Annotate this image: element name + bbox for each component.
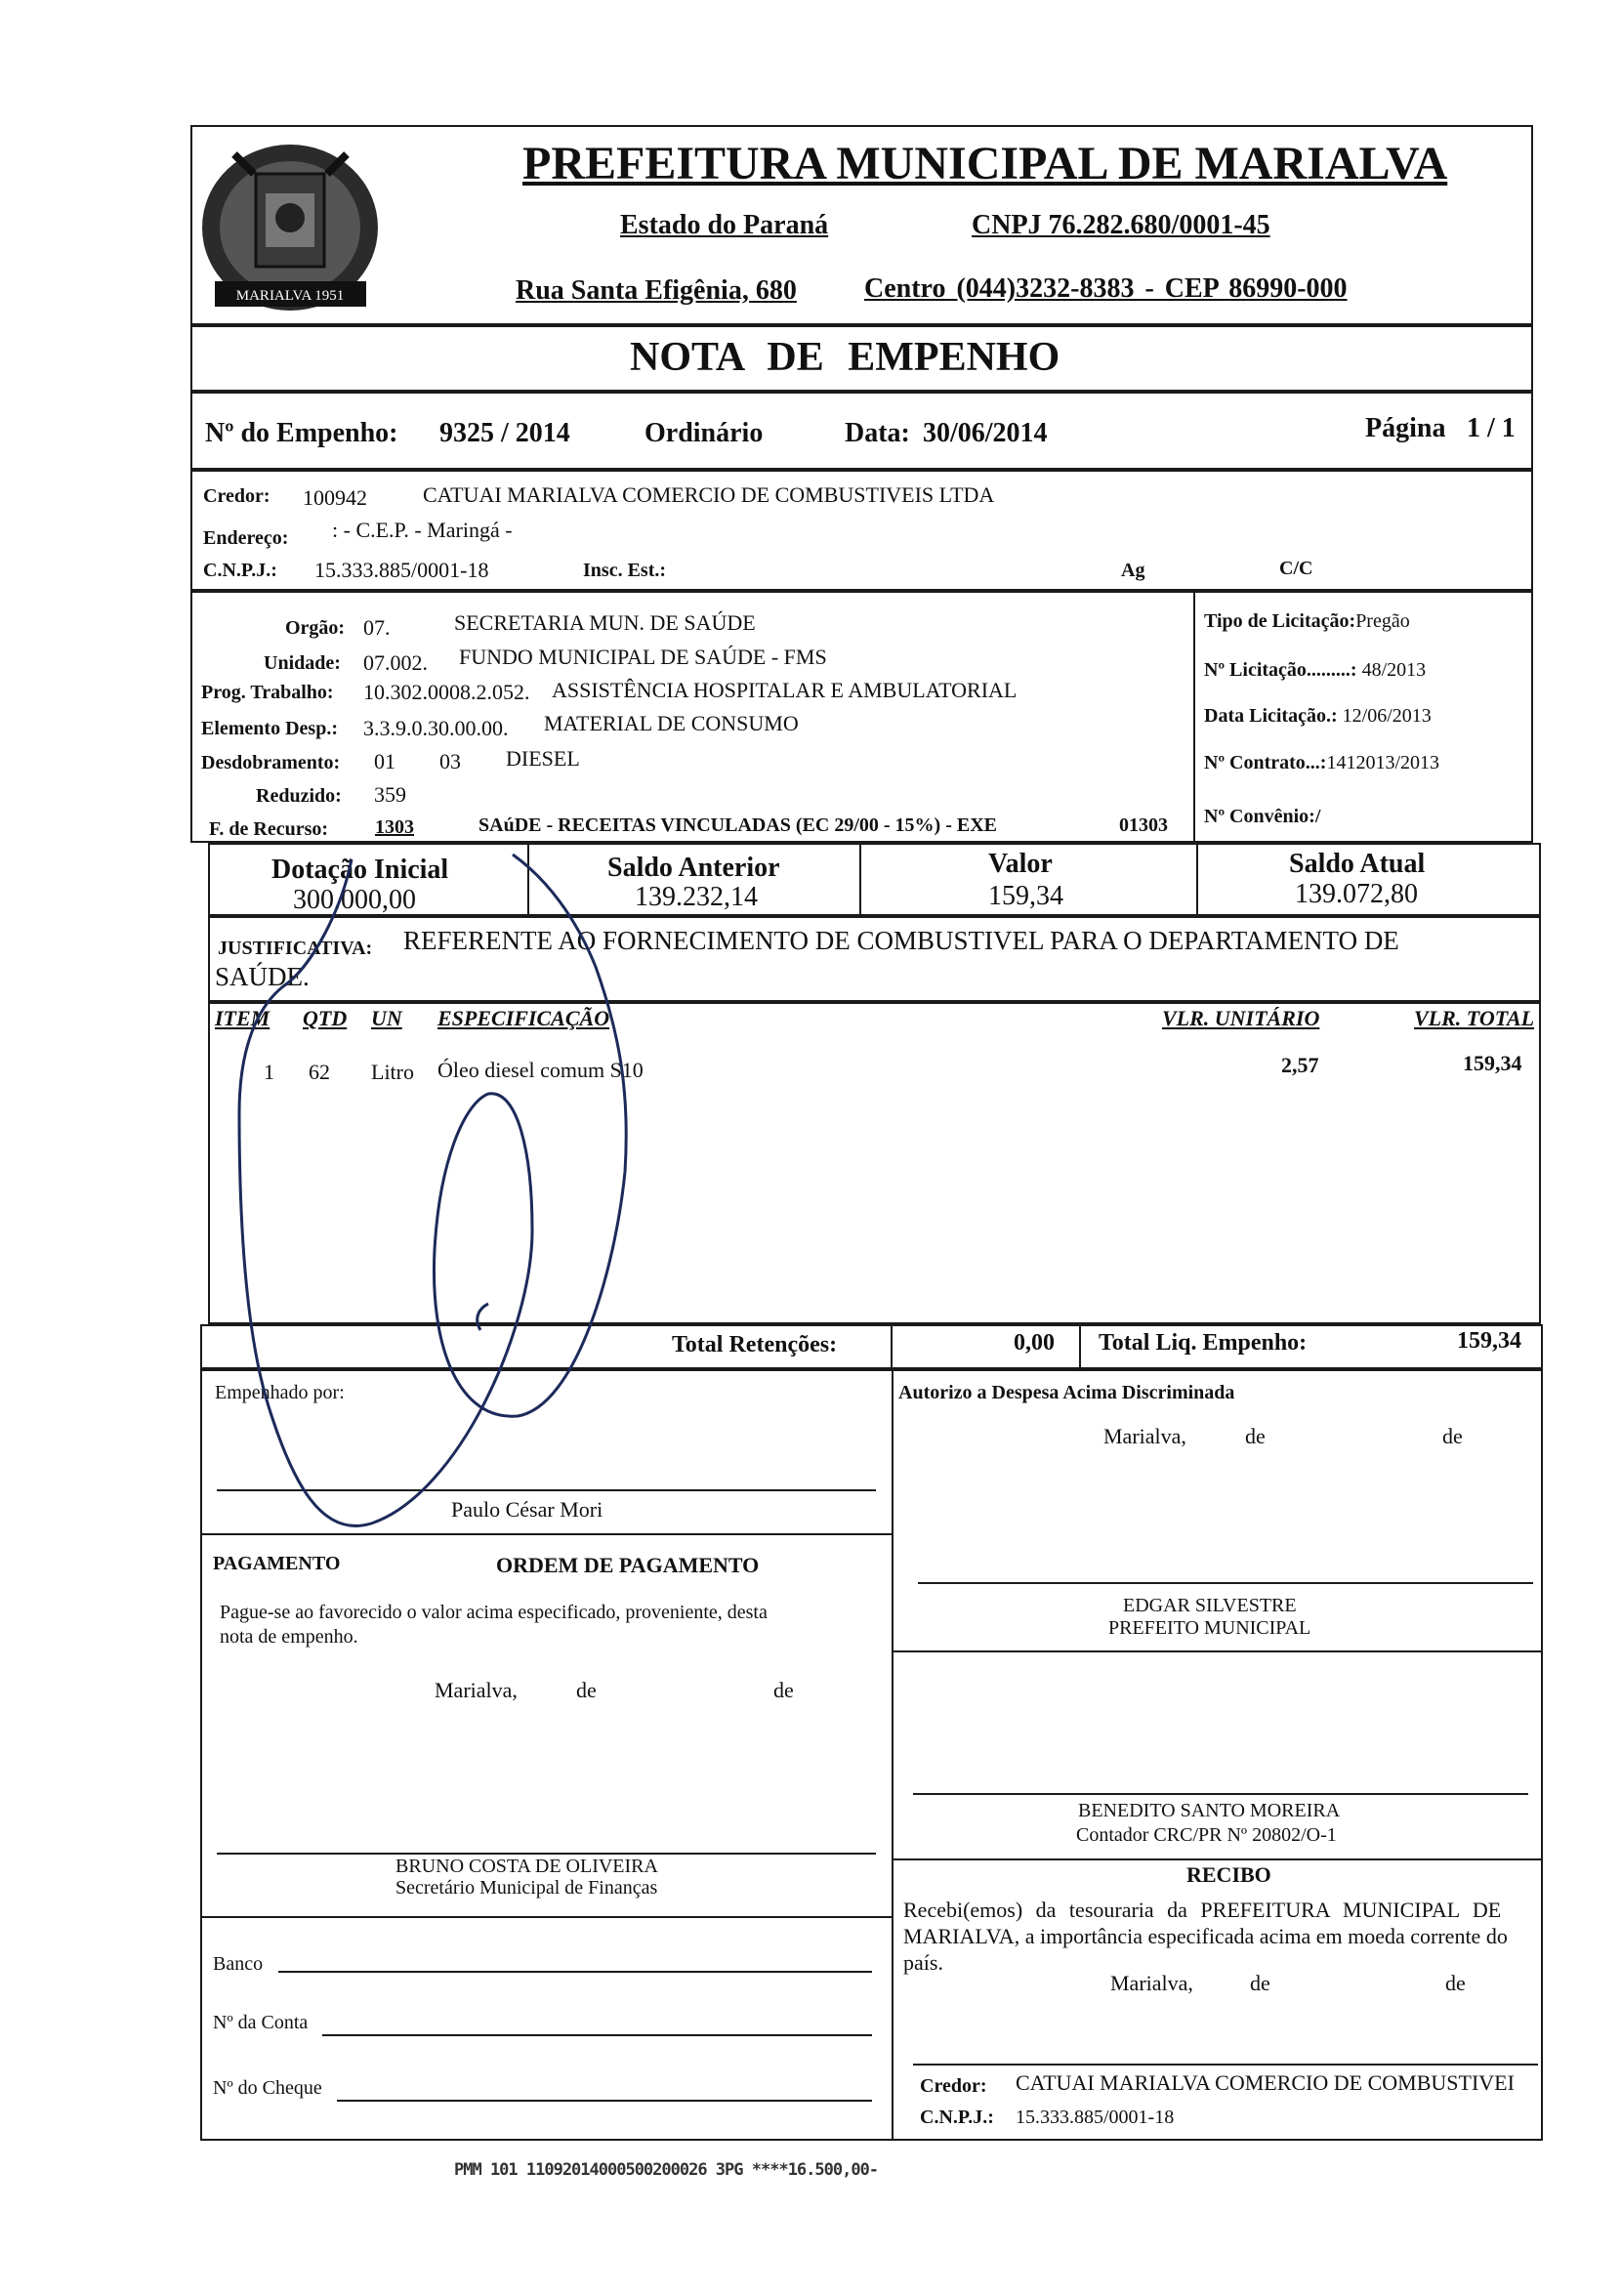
- total-retencoes-label: Total Retenções:: [672, 1332, 838, 1357]
- autorizo-city: Marialva,: [1103, 1424, 1186, 1448]
- pagamento-de-1: de: [576, 1678, 597, 1702]
- autorizo-label: Autorizo a Despesa Acima Discriminada: [898, 1382, 1235, 1403]
- recibo-credor-label: Credor:: [920, 2075, 987, 2097]
- recurso-label: F. de Recurso:: [209, 818, 329, 840]
- pagamento-de-2: de: [773, 1678, 794, 1702]
- col-unit-header: VLR. UNITÁRIO: [1162, 1006, 1320, 1030]
- prog-trabalho-label: Prog. Trabalho:: [201, 682, 334, 703]
- table-row-unit: 2,57: [1281, 1053, 1319, 1077]
- empenho-label: Nº do Empenho:: [205, 418, 398, 448]
- cc-label: C/C: [1279, 558, 1313, 579]
- recibo-text: Recebi(emos) da tesouraria da PREFEITURA MUNICIPAL DE: [903, 1898, 1502, 1922]
- unidade-label: Unidade:: [264, 652, 341, 674]
- header-cnpj: CNPJ 76.282.680/0001-45: [972, 210, 1270, 240]
- recurso-code: 1303: [375, 816, 414, 838]
- autorizo-de-2: de: [1442, 1424, 1463, 1448]
- recurso-code2: 01303: [1119, 814, 1168, 836]
- total-liquido-label: Total Liq. Empenho:: [1099, 1330, 1308, 1356]
- col-item-header: ITEM: [215, 1006, 270, 1030]
- header-address: Rua Santa Efigênia, 680: [516, 275, 797, 306]
- data-licitacao: Data Licitação.: 12/06/2013: [1204, 705, 1432, 727]
- num-contrato: Nº Contrato...:1412013/2013: [1204, 752, 1440, 773]
- table-row-qtd: 62: [309, 1060, 330, 1084]
- header-title: PREFEITURA MUNICIPAL DE MARIALVA: [522, 138, 1448, 189]
- credor-name: CATUAI MARIALVA COMERCIO DE COMBUSTIVEIS LTDA: [423, 482, 995, 507]
- ordem-pagamento-label: ORDEM DE PAGAMENTO: [496, 1553, 760, 1577]
- desdobramento-b: 03: [439, 749, 461, 773]
- pagamento-label: PAGAMENTO: [213, 1553, 341, 1574]
- recibo-credor: CATUAI MARIALVA COMERCIO DE COMBUSTIVEI: [1016, 2070, 1515, 2095]
- recibo-text-2: MARIALVA, a importância especificada acima em moeda corrente do: [903, 1924, 1508, 1948]
- totals-box: [200, 1324, 1543, 1369]
- credor-address-label: Endereço:: [203, 527, 289, 549]
- num-licitacao: Nº Licitação.........: 48/2013: [1204, 659, 1427, 681]
- page-label: Página: [1365, 413, 1446, 443]
- table-row-item: 1: [264, 1060, 274, 1084]
- dotacao-value: 300.000,00: [293, 885, 416, 915]
- empenho-date: 30/06/2014: [923, 418, 1048, 448]
- num-convenio: Nº Convênio:/: [1204, 806, 1321, 827]
- autorizo-de-1: de: [1245, 1424, 1266, 1448]
- prefeito-name: EDGAR SILVESTRE: [1123, 1595, 1297, 1616]
- elemento-code: 3.3.9.0.30.00.00.: [363, 716, 509, 740]
- empenho-date-label: Data:: [845, 418, 910, 448]
- empenhado-name: Paulo César Mori: [451, 1497, 603, 1522]
- elemento-label: Elemento Desp.:: [201, 718, 338, 739]
- svg-text:MARIALVA 1951: MARIALVA 1951: [235, 288, 345, 304]
- recibo-cnpj-label: C.N.P.J.:: [920, 2107, 994, 2128]
- table-row-spec: Óleo diesel comum S10: [437, 1058, 644, 1082]
- header-state: Estado do Paraná: [620, 210, 829, 240]
- pagamento-text-2: nota de empenho.: [220, 1626, 358, 1648]
- payment-stamp: PMM 101 11092014000500200026 3PG ****16.500,00-: [454, 2160, 879, 2180]
- banco-label: Banco: [213, 1953, 264, 1975]
- desdobramento-a: 01: [374, 749, 395, 773]
- dotacao-label: Dotação Inicial: [271, 855, 449, 885]
- credor-code: 100942: [303, 485, 367, 510]
- header-address-contact: Centro (044)3232-8383 - CEP 86990-000: [864, 273, 1348, 304]
- col-qtd-header: QTD: [303, 1006, 348, 1030]
- page-number: 1 / 1: [1467, 413, 1516, 443]
- col-total-header: VLR. TOTAL: [1414, 1006, 1535, 1030]
- prog-trabalho-code: 10.302.0008.2.052.: [363, 680, 530, 704]
- recibo-de-1: de: [1250, 1971, 1270, 1995]
- unidade-code: 07.002.: [363, 650, 428, 675]
- elemento-name: MATERIAL DE CONSUMO: [544, 711, 799, 735]
- empenho-number: 9325 / 2014: [439, 418, 570, 448]
- col-un-header: UN: [371, 1006, 402, 1030]
- prog-trabalho-name: ASSISTÊNCIA HOSPITALAR E AMBULATORIAL: [552, 678, 1018, 702]
- recibo-label: RECIBO: [1186, 1862, 1271, 1887]
- total-liquido-value: 159,34: [1457, 1328, 1521, 1354]
- orgao-name: SECRETARIA MUN. DE SAÚDE: [454, 610, 756, 635]
- col-spec-header: ESPECIFICAÇÃO: [437, 1006, 610, 1030]
- insc-est-label: Insc. Est.:: [583, 560, 667, 581]
- credor-cnpj-label: C.N.P.J.:: [203, 560, 277, 581]
- doc-title: NOTA DE EMPENHO: [630, 335, 1060, 380]
- recibo-cnpj: 15.333.885/0001-18: [1016, 2107, 1175, 2128]
- saldo-anterior-label: Saldo Anterior: [607, 853, 780, 883]
- desdobramento-label: Desdobramento:: [201, 752, 341, 773]
- contador-role: Contador CRC/PR Nº 20802/O-1: [1076, 1824, 1337, 1846]
- orgao-code: 07.: [363, 615, 391, 640]
- credor-cnpj: 15.333.885/0001-18: [314, 558, 489, 582]
- items-box: [208, 1002, 1541, 1324]
- recurso-name: SAúDE - RECEITAS VINCULADAS (EC 29/00 - 15%) - EXE: [478, 814, 997, 836]
- saldo-atual-label: Saldo Atual: [1289, 849, 1426, 879]
- table-row-total: 159,34: [1463, 1051, 1522, 1075]
- unidade-name: FUNDO MUNICIPAL DE SAÚDE - FMS: [459, 645, 827, 669]
- empenho-type: Ordinário: [644, 418, 764, 448]
- saldo-atual-value: 139.072,80: [1295, 879, 1418, 909]
- saldo-anterior-value: 139.232,14: [635, 882, 758, 912]
- credor-label: Credor:: [203, 485, 270, 507]
- prefeito-role: PREFEITO MUNICIPAL: [1108, 1617, 1311, 1639]
- reduzido-value: 359: [374, 782, 406, 807]
- valor-label: Valor: [988, 849, 1053, 879]
- reduzido-label: Reduzido:: [256, 785, 342, 807]
- orgao-label: Orgão:: [285, 617, 346, 639]
- credor-address: : - C.E.P. - Maringá -: [332, 518, 513, 542]
- empenhado-label: Empenhado por:: [215, 1382, 345, 1403]
- pagamento-city: Marialva,: [435, 1678, 518, 1702]
- cheque-label: Nº do Cheque: [213, 2077, 322, 2099]
- justificativa-text: REFERENTE AO FORNECIMENTO DE COMBUSTIVEL PARA O DEPARTAMENTO DE: [403, 926, 1399, 955]
- justificativa-label: JUSTIFICATIVA:: [218, 938, 373, 959]
- recibo-city: Marialva,: [1110, 1971, 1193, 1995]
- lower-right-box: [892, 1369, 1543, 2141]
- municipal-crest-logo: [195, 135, 386, 335]
- secretario-role: Secretário Municipal de Finanças: [395, 1877, 658, 1899]
- recibo-text-3: país.: [903, 1950, 943, 1975]
- total-retencoes-value: 0,00: [1014, 1330, 1055, 1356]
- table-row-un: Litro: [371, 1060, 414, 1084]
- desdobramento-name: DIESEL: [506, 746, 580, 771]
- pagamento-text: Pague-se ao favorecido o valor acima especificado, proveniente, desta: [220, 1602, 768, 1623]
- tipo-licitacao-label: Tipo de Licitação:Pregão: [1204, 610, 1410, 632]
- secretario-name: BRUNO COSTA DE OLIVEIRA: [395, 1856, 658, 1877]
- valor-value: 159,34: [988, 881, 1063, 911]
- recibo-de-2: de: [1445, 1971, 1466, 1995]
- justificativa-text-2: SAÚDE.: [215, 962, 310, 991]
- conta-label: Nº da Conta: [213, 2012, 309, 2033]
- contador-name: BENEDITO SANTO MOREIRA: [1078, 1800, 1341, 1821]
- ag-label: Ag: [1121, 560, 1145, 581]
